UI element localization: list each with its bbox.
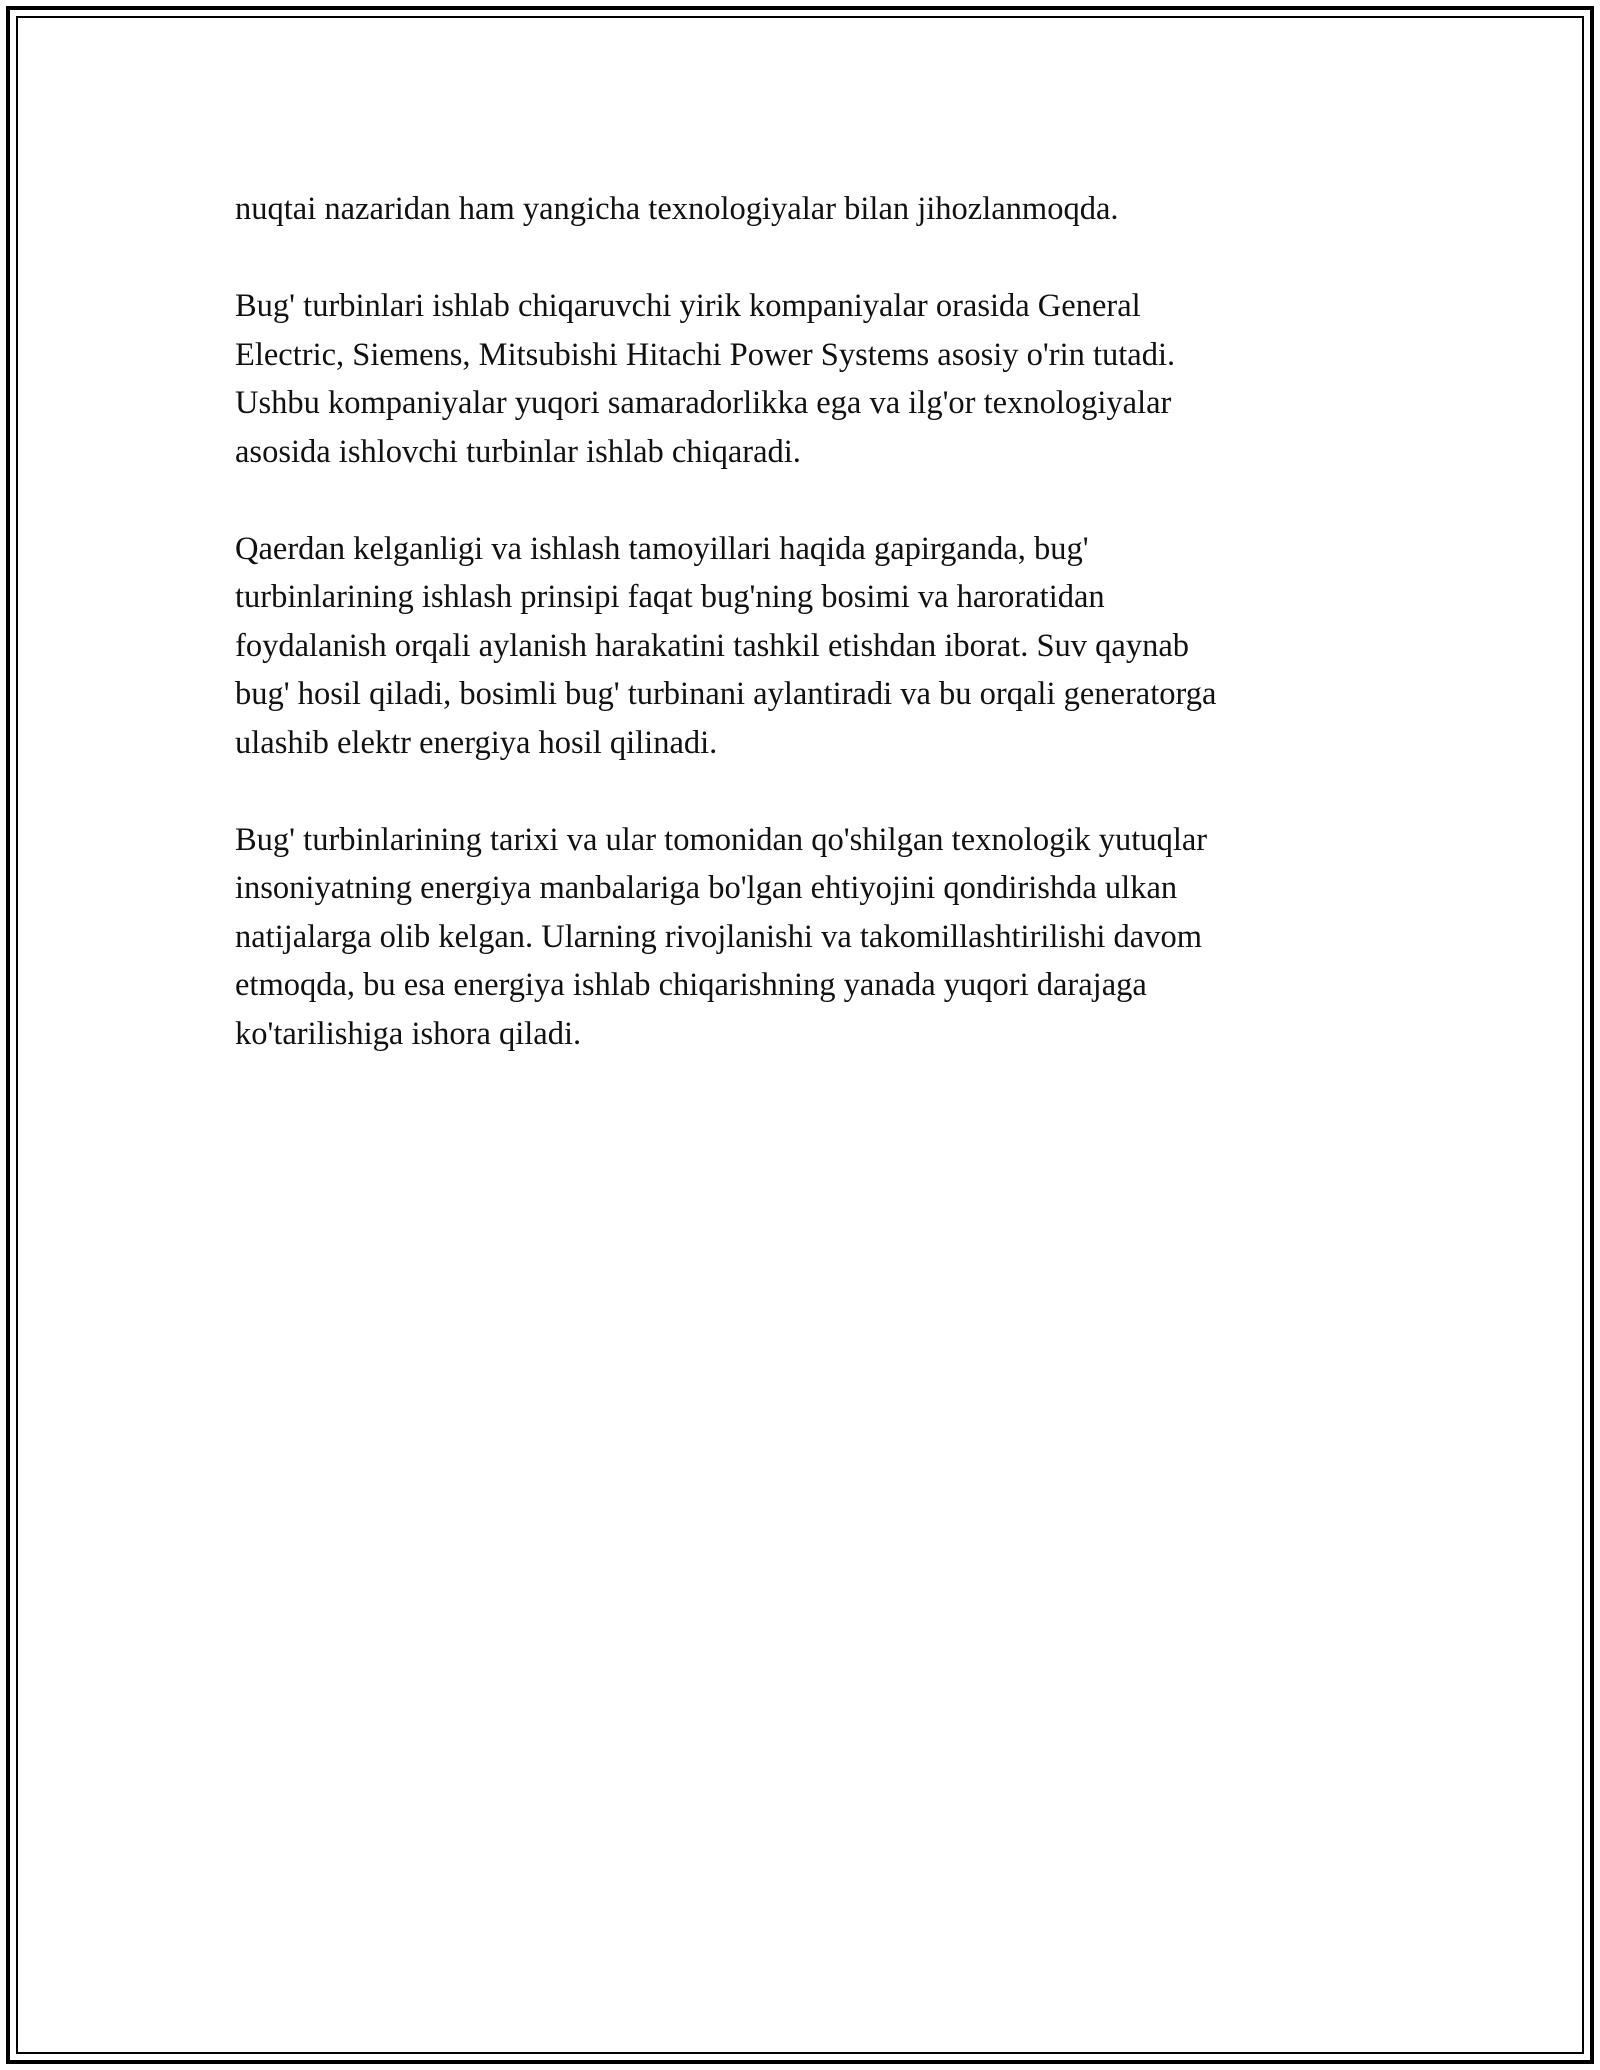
paragraph-3: Qaerdan kelganligi va ishlash tamoyillari haqida gapirganda, bug' turbinlarining ishlash prinsipi faqat bug'ning bosimi va haroratidan foydalanish orqali aylanish harakatini tashkil etishdan iborat. Suv qaynab bug' hosil qiladi, bosimli bug' turbinani aylantiradi va bu orqali generatorga ulashib elektr energiya hosil qilinadi. [235, 530, 1217, 761]
paragraph-1: nuqtai nazaridan ham yangicha texnologiyalar bilan jihozlanmoqda. [235, 191, 1119, 227]
document-body [235, 185, 1375, 1107]
paragraph-2: Bug' turbinlari ishlab chiqaruvchi yirik kompaniyalar orasida General Electric, Siemens, Mitsubishi Hitachi Power Systems asosiy o'rin tutadi. Ushbu kompaniyalar yuqori samaradorlikka ega va ilg'or texnologiyalar asosida ishlovchi turbinlar ishlab chiqaradi. [235, 288, 1176, 470]
paragraph-4: Bug' turbinlarining tarixi va ular tomonidan qo'shilgan texnologik yutuqlar insoniyatning energiya manbalariga bo'lgan ehtiyojini qondirishda ulkan natijalarga olib kelgan. Ularning rivojlanishi va takomillashtirilishi davom etmoqda, bu esa energiya ishlab chiqarishning yanada yuqori darajaga ko'tarilishiga ishora qiladi. [235, 821, 1208, 1052]
